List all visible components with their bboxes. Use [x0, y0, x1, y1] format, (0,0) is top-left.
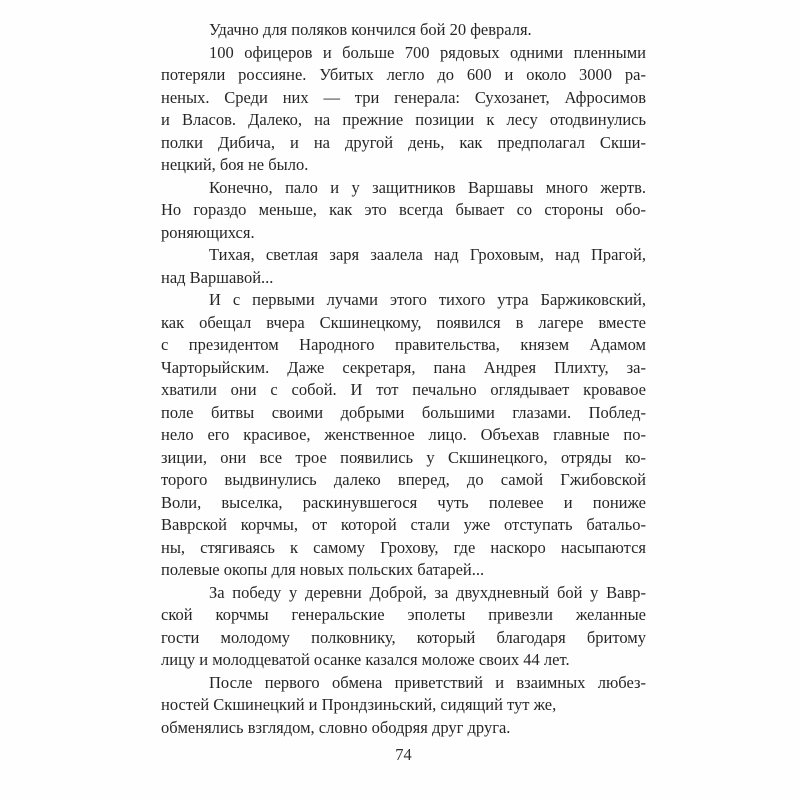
text-line: Ваврской корчмы, от которой стали уже отступать батальо- [161, 515, 646, 534]
text-line: нело его красивое, женственное лицо. Объехав главные по- [161, 425, 646, 444]
text-line: После первого обмена приветствий и взаимных любез- [209, 672, 646, 692]
text-line: лицу и молодцеватой осанке казался моложе своих 44 лет. [161, 650, 570, 669]
text-line: Чарторыйским. Даже секретаря, пана Андрея Плихту, за- [161, 357, 646, 377]
text-line: ской корчмы генеральские эполеты привезли желанные [161, 605, 646, 624]
text-line: торого выдвинулись далеко вперед, до самой Гжибовской [161, 470, 646, 489]
text-line: Конечно, пало и у защитников Варшавы много жертв. [209, 177, 646, 197]
body-text [161, 19, 646, 739]
text-line: над Варшавой... [161, 267, 274, 287]
text-line: поле битвы своими добрыми большими глазами. Поблед- [161, 402, 646, 422]
page-number: 74 [395, 745, 412, 764]
text-line: 100 офицеров и больше 700 рядовых одними пленными [209, 42, 646, 62]
text-line: роняющихся. [161, 222, 255, 242]
text-line: потеряли россияне. Убитых легло до 600 и около 3000 ра- [161, 65, 646, 84]
text-line: как обещал вчера Скшинецкому, появился в лагере вместе [161, 312, 646, 332]
text-line: с президентом Народного правительства, князем Адамом [161, 335, 646, 354]
text-line: полки Дибича, и на другой день, как предполагал Скши- [161, 132, 646, 152]
text-line: зиции, они все трое появились у Скшинецкого, отряды ко- [161, 447, 646, 467]
text-line: За победу у деревни Доброй, за двухдневный бой у Вавр- [209, 582, 646, 602]
text-line: ны, стягиваясь к самому Грохову, где наскоро насыпаются [161, 537, 646, 557]
text-line: полевые окопы для новых польских батарей... [161, 560, 485, 579]
text-line: неных. Среди них — три генерала: Сухозанет, Афросимов [161, 87, 646, 107]
text-line: Воли, выселка, раскинувшегося чуть полевее и пониже [161, 492, 646, 512]
text-line: и Власов. Далеко, на прежние позиции к лесу отодвинулись [161, 110, 646, 129]
text-line: Удачно для поляков кончился бой 20 февраля. [209, 20, 532, 39]
text-line: ностей Скшинецкий и Прондзиньский, сидящий тут же, [161, 695, 557, 714]
text-line: обменялись взглядом, словно ободряя друг друга. [161, 717, 511, 737]
text-line: И с первыми лучами этого тихого утра Баржиковский, [209, 290, 646, 309]
text-line: нецкий, боя не было. [161, 155, 309, 174]
text-line: Но гораздо меньше, как это всегда бывает со стороны обо- [161, 200, 646, 219]
text-line: гости молодому полковнику, который благодаря бритому [161, 627, 646, 647]
text-line: Тихая, светлая заря заалела над Гроховым, над Прагой, [209, 245, 646, 264]
text-line: хватили они с собой. И тот печально оглядывает кровавое [161, 380, 646, 399]
